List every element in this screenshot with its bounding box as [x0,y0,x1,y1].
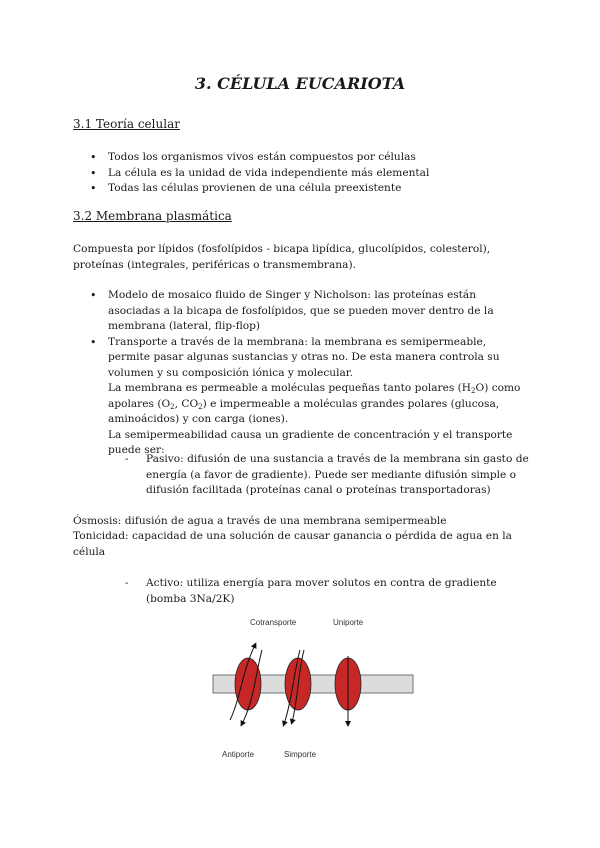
semipermeabilidad-text: La semipermeabilidad causa un gradiente de concentración y el transporte puede ser: [108,428,513,456]
dash-marker: - [125,577,129,589]
pasivo-text: Pasivo: difusión de una sustancia a través de la membrana sin gasto de energía (a favor de gradiente). Puede ser mediante difusión simple o difusión facilitada (proteínas canal o proteínas transportadoras) [146,453,529,496]
list-item: • Todos los organismos vivos están compuestos por células [90,150,530,166]
list-item-transporte [90,335,527,459]
transport-diagram [200,612,430,762]
list-item: • Todas las células provienen de una célula preexistente [90,181,530,197]
membrana-list [90,288,527,459]
label-antiporte: Antiporte [222,750,255,759]
section-heading-membrana-plasmatica: 3.2 Membrana plasmática [73,209,232,223]
activo-text: Activo: utiliza energía para mover solutos en contra de gradiente (bomba 3Na/2K) [146,577,497,605]
page-title: 3. CÉLULA EUCARIOTA [194,74,406,93]
label-cotransporte: Cotransporte [250,618,297,627]
transporte-text: • Transporte a través de la membrana: la membrana es semipermeable, permite pasar algunas sustancias y otras no. De esta manera controla su volumen y su composición iónica y molecular. [108,335,500,379]
osmosis-text: Ósmosis: difusión de agua a través de una membrana semipermeable [73,515,447,527]
mosaico-fluido-text: Modelo de mosaico fluido de Singer y Nicholson: las proteínas están asociadas a la bicapa de fosfolípidos, que se pueden mover dentro de la membrana (lateral, flip-flop) [108,289,494,332]
antiporter-protein [235,658,261,710]
section-heading-teoria-celular: 3.1 Teoría celular [73,117,180,131]
list-item: • La célula es la unidad de vida independiente más elemental [90,166,530,182]
activo-item [125,576,545,610]
label-uniporte: Uniporte [333,618,364,627]
pasivo-item [125,452,545,502]
membrana-intro: Compuesta por lípidos (fosfolípidos - bicapa lipídica, glucolípidos, colesterol), proteínas (integrales, periféricas o transmembrana). [73,243,491,271]
label-simporte: Simporte [284,750,317,759]
teoria-celular-list [90,150,530,197]
tonicidad-text: Tonicidad: capacidad de una solución de causar ganancia o pérdida de agua en la célula [73,530,512,558]
list-item-mosaico-fluido [90,288,527,335]
dash-marker: - [125,453,129,465]
permeabilidad-text: La membrana es permeable a moléculas pequeñas tanto polares $(H_2O)$ como apolares ($O_2$, $CO_2$) e impermeable a moléculas grandes polares (glucosa, aminoácidos) y con carga (iones). [108,382,521,425]
